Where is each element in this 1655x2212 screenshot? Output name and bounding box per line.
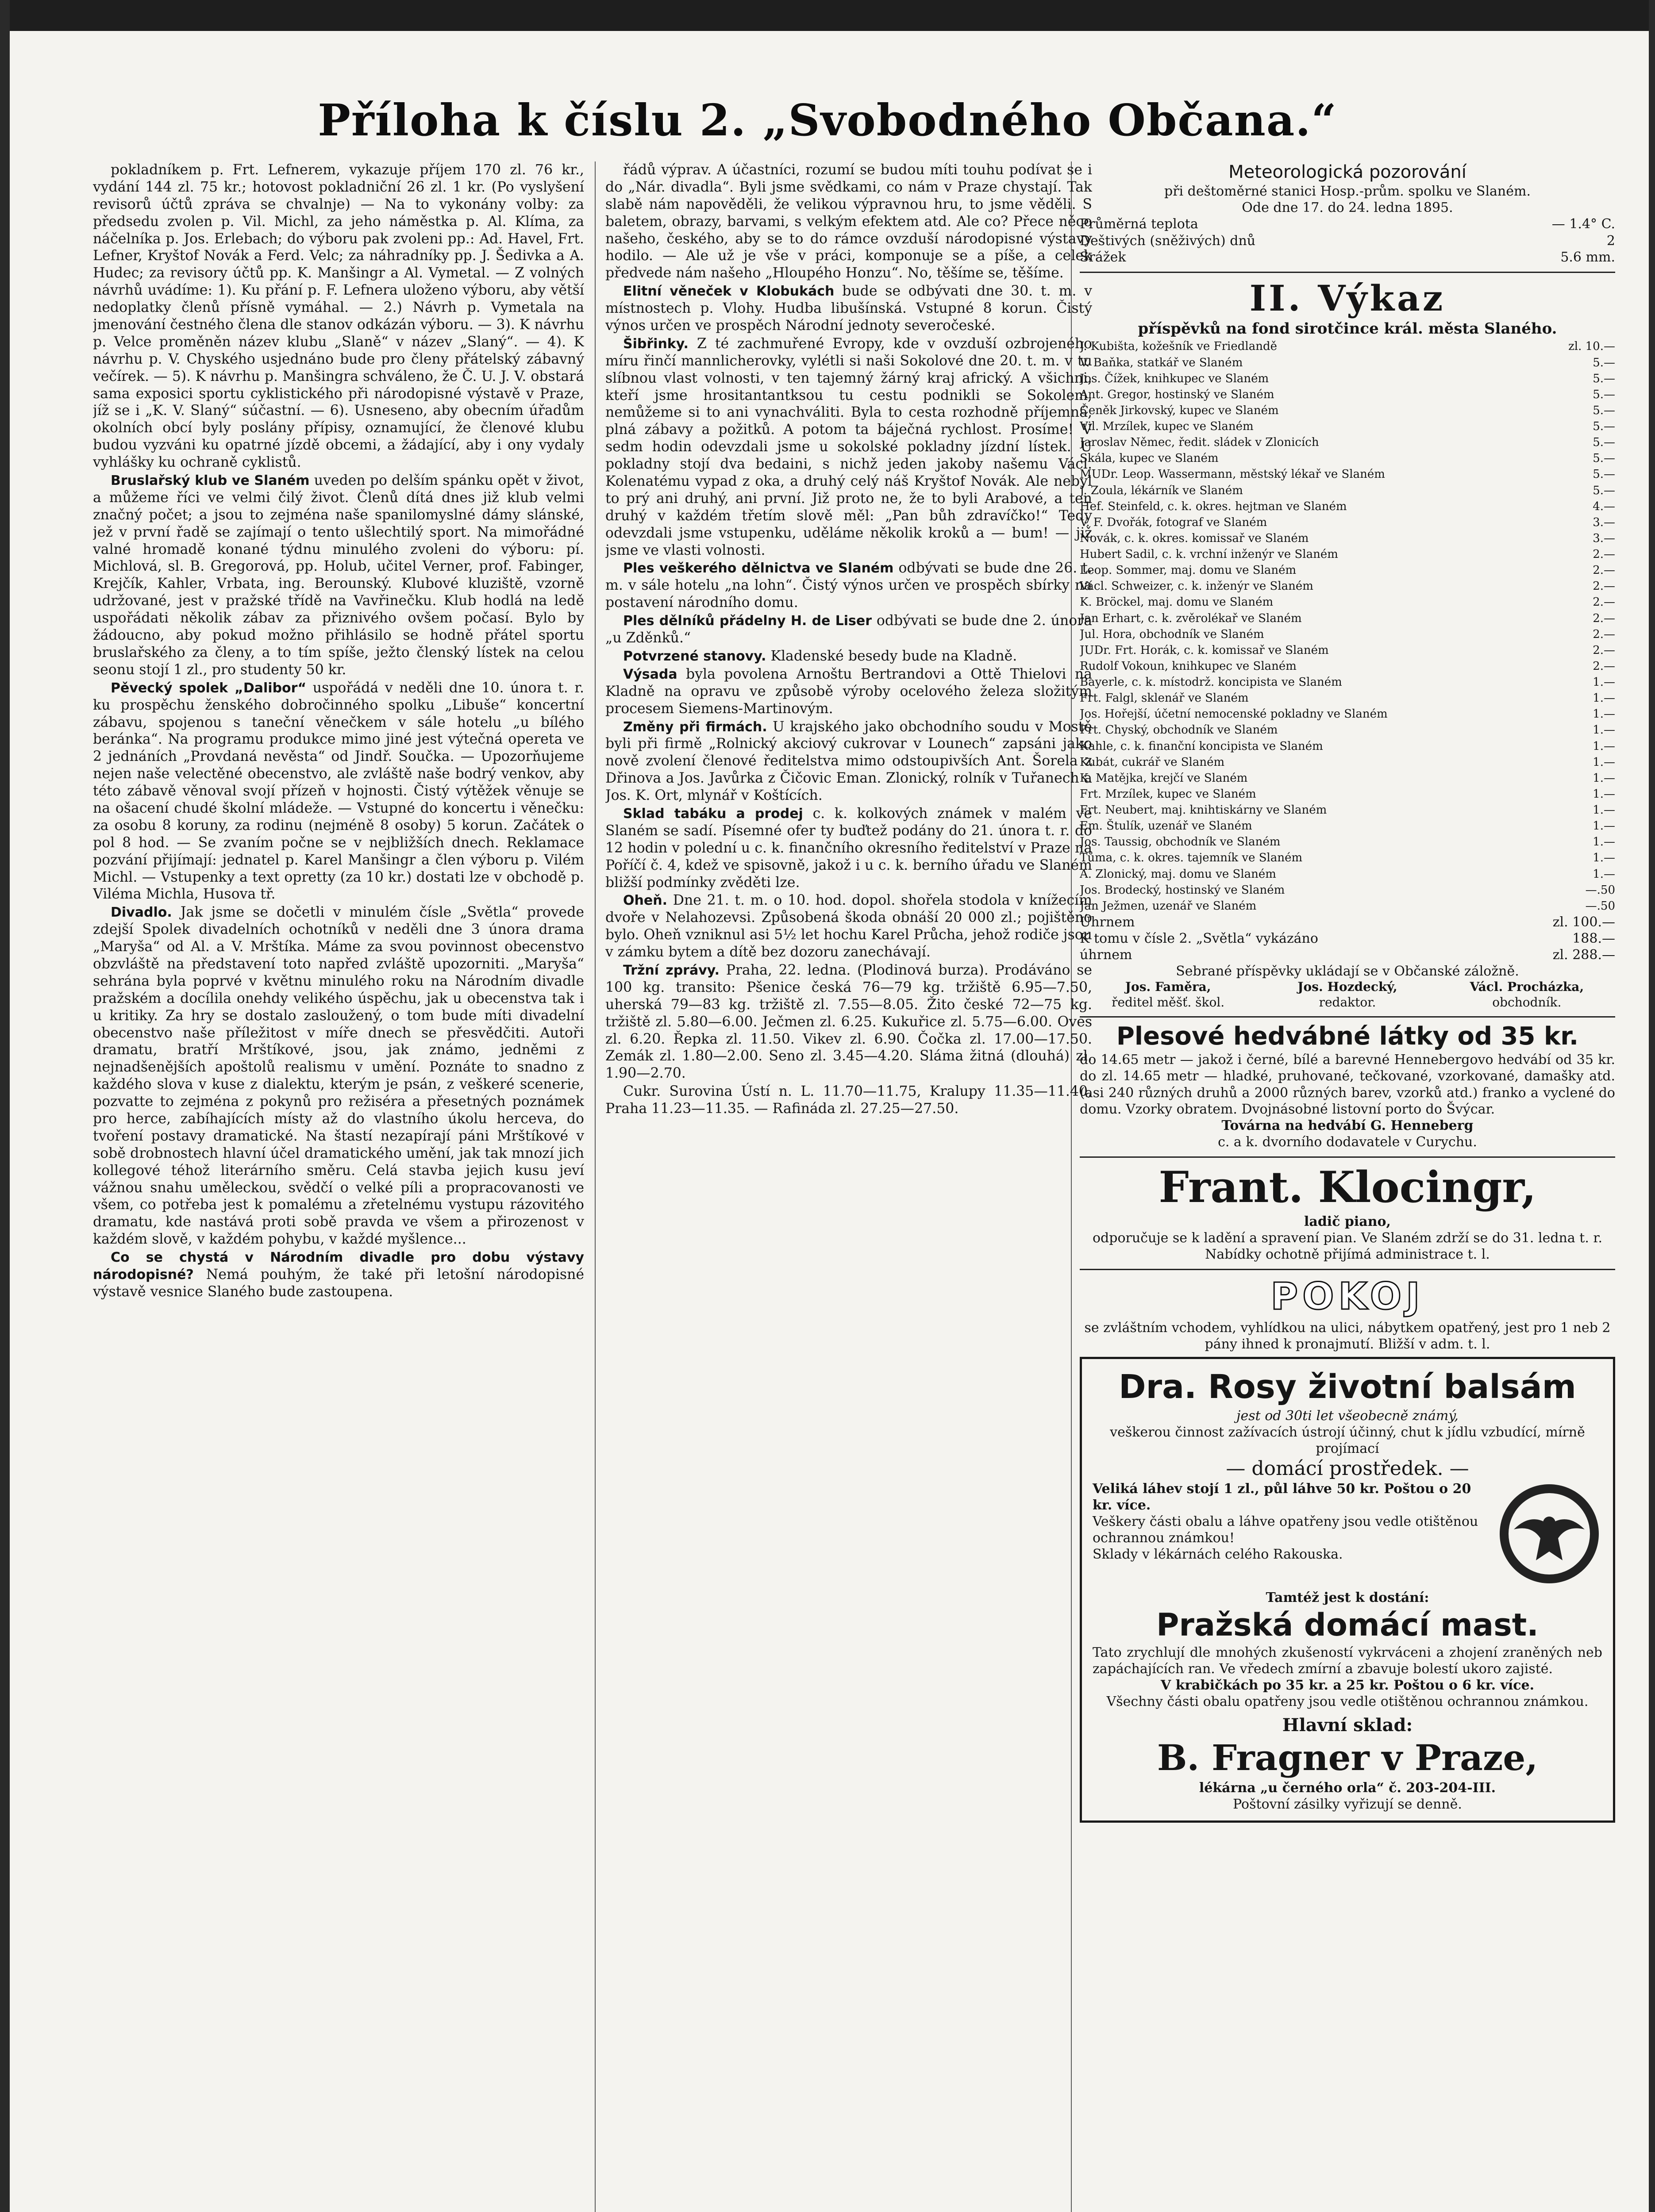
donor-row [1080,419,1615,434]
donor-name: Jos. Brodecký, hostinský ve Slaném [1080,883,1285,897]
paragraph [605,962,1092,1082]
donor-row [1080,611,1615,626]
balsam-remedy: — domácí prostředek. — [1226,1457,1469,1480]
balsam-price: Veliká láhev stojí 1 zl., půl láhve 50 kr. Poštou o 20 kr. více. [1093,1481,1471,1513]
meteo-section [1080,161,1615,265]
paragraph [605,718,1092,804]
donations-carry [1080,930,1615,947]
donor-amount: 1.— [1593,755,1615,769]
donor-name: V. F. Dvořák, fotograf ve Slaném [1080,515,1267,529]
donor-row [1080,371,1615,387]
paragraph [605,805,1092,891]
eagle-logo-icon [1496,1481,1602,1587]
paragraph-heading: Ples veškerého dělnictva ve Slaném [623,561,894,576]
donor-amount: 1.— [1593,676,1615,689]
page-title: Příloha k číslu 2. „Svobodného Občana.“ [318,95,1337,146]
donor-amount: 5.— [1593,403,1615,417]
donor-amount: 2.— [1593,627,1615,641]
paragraph [605,283,1092,334]
paragraph-text: Z té zachmuřené Evropy, kde v ovzduší ozbrojeného míru řinčí mannlicherovky, vylétli si naši Sokolové dne 20. t. m. v tu slíbnou vlast volnosti, v ten tajemný žárný kraj africký. A všichni, kteří jsme hrositantantksou tu cestu podnikli se Sokolem, nemůžeme si to ani vynachváliti. Byla to cesta rozhodně příjemná, plná zábavy a požitků. A potom ta báječná rychlost. Prosíme! V sedm hodin odevzdali jsme u sokolské pokladny jízdní lístek. U pokladny stojí dva bedaini, s nichž jeden jakoby našemu Václ. Kolenatému vypad z oka, a druhý celý náš Kryštof Novák. Ale nebyl to prý ani druhý, ani první. Již proto ne, že to byli Arabové, a ten druhý v každém třetím slově měl: „Pan bůh zdravíčko!“ Tedy odevzdali jsme vstupenku, uděláme několik kroků a — bum! — již jsme ve vlasti volnosti. [605,335,1092,558]
donor-amount: 2.— [1593,548,1615,561]
signature-name: Jos. Faměra, [1125,979,1211,995]
meteo-row [1080,233,1615,249]
donor-name: V. Baňka, statkář ve Slaném [1080,356,1243,369]
donor-name: Bayerle, c. k. místodrž. koncipista ve Slaném [1080,676,1342,689]
donor-amount: 5.— [1593,372,1615,385]
donor-row [1080,818,1615,834]
paragraph-text: odbývati se bude dne 26. t. m. v sále hotelu „na lohn“. Čistý výnos určen ve prospěch sbírky na postavení národního domu. [605,560,1092,611]
article-column-1 [93,161,584,2212]
donor-row [1080,387,1615,403]
donor-amount: 1.— [1593,787,1615,801]
meteo-row [1080,216,1615,232]
pharmacy-name: B. Fragner v Praze, [1157,1737,1538,1779]
donor-row [1080,434,1615,450]
donor-name: Leop. Sommer, maj. domu ve Slaném [1080,564,1297,577]
donor-name: Frt. Neubert, maj. knihtiskárny ve Slaném [1080,803,1327,817]
donor-amount: 5.— [1593,468,1615,481]
donor-amount: 3.— [1593,515,1615,529]
tuner-body: odporučuje se k ladění a spravení pian. Ve Slaném zdrží se do 31. ledna t. r. Nabídky ochotně přijímá administrace t. l. [1093,1230,1602,1263]
donor-name: Václ. Schweizer, c. k. inženýr ve Slaném [1080,580,1313,593]
paragraph [605,1083,1092,1118]
paragraph [93,1249,584,1301]
meteo-value: 2 [1606,233,1615,249]
donor-name: Frt. Mrzílek, kupec ve Slaném [1080,787,1256,801]
donor-name: Jan Ježmen, uzenář ve Slaném [1080,899,1257,913]
paragraph-heading: Oheň. [623,893,667,909]
donor-amount: 2.— [1593,595,1615,609]
donor-name: J. Zoula, lékárník ve Slaném [1080,484,1243,497]
donor-row [1080,450,1615,466]
donor-row [1080,866,1615,882]
balsam-also: Tamtéž jest k dostání: [1266,1590,1429,1606]
silk-ad-factory: Továrna na hedvábí G. Henneberg [1221,1118,1474,1133]
ointment-body: Tato zrychlují dle mnohých zkušeností vykrváceni a zhojení zraněných neb zapáchajících ran. Ve vředech zmírní a zbavuje bolestí ukoro zajisté. [1093,1644,1602,1677]
donor-amount: zl. 10.— [1568,340,1615,353]
paragraph-text: uveden po delším spánku opět v život, a můžeme říci ve velmi čilý život. Členů dítá dnes již klub velmi značný počet; a jsou to zejména naše spanilomyslné dámy slánské, jež v první řadě se zajímají o tento ušlechtilý sport. Na mimořádné valné hromadě konané týdnu minulého zvoleni do výboru: pí. Michlová, sl. B. Gregorová, pp. Holub, učitel Verner, prof. Fabinger, Krejčík, Kahler, Vrbata, ing. Berounský. Klubové kluziště, vzorně udržované, jest v pražské třídě na Vavřinečku. Klub hodlá na ledě uspořádati několik zábav za přiznivého ovšem počasí. Bylo by žádoucno, aby pokud možno přihlásilo se hodně přátel sportu bruslařského za členy, a to tím spíše, ježto členský lístek na celou seonu stojí 1 zl., pro studenty 50 kr. [93,472,584,678]
donor-amount: 4.— [1593,499,1615,513]
paragraph-text: Nemá pouhým, že také při letošní národopisné výstavě vesnice Slaného bude zastoupena. [93,1267,584,1300]
donor-name: J. Kubišta, kožešník ve Friedlandě [1080,340,1277,353]
donor-list [1080,338,1615,914]
paragraph [605,560,1092,611]
donor-row [1080,898,1615,914]
paragraph [93,904,584,1248]
paragraph-heading: Tržní zprávy. [623,962,720,978]
meteo-row [1080,249,1615,265]
paragraph-text: Cukr. Surovina Ústí n. L. 11.70—11.75, Kralupy 11.35—11.40, Praha 11.23—11.35. — Rafináda zl. 27.25—27.50. [605,1083,1092,1117]
donor-amount: 1.— [1593,867,1615,881]
donor-amount: 2.— [1593,564,1615,577]
silk-ad-body: do 14.65 metr — jakož i černé, bílé a barevné Hennebergovo hedvábí od 35 kr. do zl. 14.65 metr — hladké, pruhované, tečkované, vzorkované, damašky atd. (asi 240 různých druhů a 2000 různých barev, vzorků atd.) franko a vyclené do domu. Vzorky obratem. Dvojnásobné listovní porto do Švýcar. [1080,1052,1615,1117]
paragraph [605,892,1092,961]
paragraph-text: Praha, 22. ledna. (Plodinová burza). Prodáváno se 100 kg. transito: Pšenice česká 76—79 kg. tržiště 6.95—7.50, uherská 79—83 kg. tržiště zl. 7.55—8.05. Žito české 72—75 kg. tržiště zl. 5.80—6.00. Ječmen zl. 6.25. Kukuřice zl. 5.75—6.00. Oves zl. 6.20. Řepka zl. 11.50. Vikev zl. 6.90. Čočka zl. 17.00—17.50. Zemák zl. 1.80—2.00. Seno zl. 3.45—4.20. Sláma žitná (dlouhá) zl. 1.90—2.70. [605,962,1092,1082]
pharmacy-address: lékárna „u černého orla“ č. 203-204-III. [1199,1780,1496,1796]
donations-note: Sebrané příspěvky ukládají se v Občanské záložně. [1176,964,1519,979]
total-label: Úhrnem [1080,914,1135,930]
donor-amount: 1.— [1593,835,1615,849]
donor-name: K. Bröckel, maj. domu ve Slaném [1080,595,1274,609]
donor-row [1080,642,1615,658]
signature [1080,979,1256,1010]
article-column-2 [605,161,1092,2212]
paragraph-text: Kladenské besedy bude na Kladně. [770,648,1017,664]
donor-name: Rudolf Vokoun, knihkupec ve Slaném [1080,659,1297,673]
piano-tuner-ad [1080,1156,1615,1263]
paragraph-text: c. k. kolkových známek v malém ve Slaném se sadí. Písemné ofer ty buďtež podány do 21. února t. r. do 12 hodin v polední u c. k. finančního okresního ředitelství v Praze na Poříčí č. 4, kdež ve spisovně, jakož i u c. k. berního úřadu ve Slaném bližší podmínky zvěděti lze. [605,805,1092,891]
paragraph [93,680,584,903]
paragraph-heading: Šibřinky. [623,336,689,352]
donations-section [1080,272,1615,1010]
paragraph [93,472,584,679]
donor-row [1080,562,1615,578]
donor-name: Kubát, cukrář ve Slaném [1080,755,1225,769]
paragraph-text: Dne 21. t. m. o 10. hod. dopol. shořela stodola v knížecím dvoře v Nelahozevsi. Způsobená škoda obnáší 20 000 zl.; pojištěno bylo. Oheň vzniknul asi 5½ let hochu Karel Průcha, jehož rodiče jsou v zámku bytem a dítě bez dozoru zanechávají. [605,892,1092,960]
donor-row [1080,530,1615,546]
donor-amount: 1.— [1593,739,1615,753]
paragraph-heading: Divadlo. [111,905,172,921]
scan-border-left [0,0,10,2212]
grand-value: zl. 288.— [1552,947,1615,963]
total-value: zl. 100.— [1552,914,1615,930]
donor-name: Čeněk Jirkovský, kupec ve Slaném [1080,403,1279,417]
donor-row [1080,483,1615,499]
balsam-stores: Sklady v lékárnách celého Rakouska. [1093,1547,1343,1563]
paragraph-heading: Bruslařský klub ve Slaném [111,473,310,489]
donor-name: Skála, kupec ve Slaném [1080,452,1219,465]
paragraph [605,612,1092,647]
donor-name: Jul. Hora, obchodník ve Slaném [1080,627,1264,641]
room-ad-body: se zvláštním vchodem, vyhlídkou na ulici, nábytkem opatřený, jest pro 1 neb 2 pány ihned k pronajmutí. Bližší v adm. t. l. [1084,1320,1611,1352]
donor-name: Novák, c. k. okres. komissař ve Slaném [1080,531,1309,545]
donations-grand-total [1080,947,1615,963]
scan-border-right [1649,0,1655,2212]
paragraph-text: odbývati se bude dne 2. února „u Zděnků.“ [605,613,1092,646]
silk-ad-supplier: c. a k. dvorního dodavatele v Curychu. [1218,1134,1477,1150]
donor-row [1080,706,1615,722]
donor-row [1080,834,1615,850]
signature-role: obchodník. [1492,995,1562,1010]
donor-name: Hef. Steinfeld, c. k. okres. hejtman ve Slaném [1080,499,1347,513]
tuner-name: Frant. Klocingr, [1158,1162,1536,1212]
meteo-title: Meteorologická pozorování [1228,162,1466,182]
donor-amount: 1.— [1593,723,1615,737]
scan-border-top [0,0,1655,31]
balsam-warning: Veškery části obalu a láhve opatřeny jsou vedle otištěnou ochrannou známkou! [1093,1514,1478,1546]
donor-amount: 1.— [1593,803,1615,817]
paragraph-text: U krajského jako obchodního soudu v Mostě byli při firmě „Rolnický akciový cukrovar v Lounech“ zapsáni jako nově zvolení členové ředitelstva mimo odstoupivších Ant. Šorela z Dřinova a Jos. Javůrka z Čičovic Eman. Zlonický, rolník v Tuřanech a Jos. K. Ort, mlynář v Koštících. [605,718,1092,804]
paragraph-heading: Elitní věneček v Klobukách [623,284,835,300]
paragraph-heading: Potvrzené stanovy. [623,648,766,664]
notices-column [1080,161,1615,2212]
carry-label: K tomu v čísle 2. „Světla“ vykázáno [1080,930,1318,946]
donor-amount: 2.— [1593,643,1615,657]
donor-amount: 1.— [1593,707,1615,721]
donor-amount: 5.— [1593,420,1615,434]
donor-name: Hubert Sadil, c. k. vrchní inženýr ve Slaném [1080,548,1338,561]
donor-amount: 1.— [1593,691,1615,705]
balsam-ad [1080,1357,1615,1823]
donor-row [1080,338,1615,354]
paragraph [93,161,584,471]
paragraph-text: pokladníkem p. Frt. Lefnerem, vykazuje příjem 170 zl. 76 kr., vydání 144 zl. 75 kr.; hotovost pokladniční 26 zl. 1 kr. (Po vyslyšení revisorů účtů zpráva se chvalnje) — Na to vykonány volby: za předsedu zvolen p. Vil. Michl, za jeho náměstka p. Al. Klíma, za náčelníka p. Jos. Erlebach; do výboru pak zvoleni pp.: Ad. Havel, Frt. Lefner, Kryštof Novák a Ferd. Velc; za náhradníky pp. J. Šedivka a A. Hudec; za revisory účtů pp. K. Manšingr a Al. Vymetal. — Z volných návrhů uvádíme: 1). Ku přání p. F. Lefnera uloženo výboru, aby větší nedoplatky členů přísně vymáhal. — 2.) Návrh p. Vymetala na jmenování čestného člena dle stanov odkázán výboru. — 3). K návrhu p. Velce proměněn název klubu „Slaně“ v název „Slaný“. — 4). K návrhu p. V. Chyského usjednáno bude pro členy přátelský zábavný večírek. — 5). K návrhu p. Manšingra schváleno, že Č. U. J. V. obstará sama exposici sportu cyklistického při národopisné výstavě v Praze, jíž se i „K. V. Slaný“ súčastní. — 6). Usneseno, aby obecním úřadům okolních obcí byly poslány přípisy, oznamující, že členové klubu budou vyzváni ku opatrné jízdě obcemi, a žádající, aby i ony vydaly vyhlášky ku ochraně cyklistů. [93,162,584,471]
signature-role: redaktor. [1319,995,1376,1010]
donations-title: II. Výkaz [1249,277,1446,319]
signatures [1080,979,1615,1010]
donor-amount: 1.— [1593,771,1615,785]
pharmacy-post: Poštovní zásilky vyřizují se denně. [1233,1796,1462,1812]
donor-row [1080,466,1615,482]
balsam-subtitle: jest od 30ti let všeobecně známý, [1236,1408,1459,1424]
donations-total [1080,914,1615,930]
balsam-body: veškerou činnost zažívacích ústrojí účinný, chut k jídlu vzbudící, mírně projímací [1110,1424,1585,1456]
donor-name: Jos. Taussig, obchodník ve Slaném [1080,835,1281,849]
room-ad [1080,1269,1615,1352]
paragraph [605,666,1092,718]
meteo-station: při deštoměrné stanici Hosp.-prům. spolku ve Slaném. [1164,184,1531,200]
paragraph-text: řádů výprav. A účastníci, rozumí se budou míti touhu podívat se i do „Nár. divadla“. Byli jsme svědkami, co nám v Praze chystají. Tak slabě nám napověděli, že velikou výpravnou hru, to jsme věděli. S baletem, obrazy, barvami, s velkým efektem atd. Ale co? Přece něco našeho, českého, aby se to do rámce ovzduší národopisné výstavy hodilo. — Ale už je vše v práci, komponuje se a píše, a celek předvede nám našeho „Hloupého Honzu“. No, těšíme se, těšíme. [605,162,1092,281]
donor-name: JUDr. Frt. Horák, c. k. komissař ve Slaném [1080,643,1329,657]
paragraph [605,335,1092,559]
paragraph-text: uspořádá v neděli dne 10. února t. r. ku prospěchu ženského dobročinného spolku „Libuše“ koncertní zábavu, spojenou s taneční věnečkem v sále hotelu „u bílého beránka“. Na programu produkce mimo jiné jest výtečná opereta ve 2 jednáních „Provdaná nevěsta“ od Jindř. Součka. — Upozorňujeme nejen naše velectěné obecenstvo, ale zvláště naše bodrý venkov, aby této zábavě věnoval svojí přízeň v hojnosti. Čistý výtěžek věnuje se na ošacení chudé školní mládeže. — Vstupné do koncertu i věnečku: za osobu 8 koruny, za rodinu (nejméně 8 osoby) 5 korun. Začátek o pol 8 hod. — Se zvaním počne se v nejbližších dnech. Reklamace pozvání přijímají: jednatel p. Karel Manšingr a člen výboru p. Vilém Michl. — Vstupenky a text opretty (za 10 kr.) dostati lze v obchodě p. Viléma Michla, Husova tř. [93,680,584,902]
donor-amount: 1.— [1593,851,1615,865]
donor-amount: 5.— [1593,436,1615,449]
paragraph-heading: Pěvecký spolek „Dalibor“ [111,680,307,696]
donor-amount: —.50 [1585,883,1615,897]
main-store-label: Hlavní sklad: [1282,1714,1413,1736]
donor-amount: —.50 [1585,899,1615,913]
signature-name: Jos. Hozdecký, [1297,979,1397,995]
signature [1439,979,1615,1010]
donor-row [1080,594,1615,610]
donor-row [1080,850,1615,866]
paragraph-text: Jak jsme se dočetli v minulém čísle „Světla“ provede zdejší Spolek divadelních ochotníků v neděli dne 3 února drama „Maryša“ od Al. a V. Mrštíka. Máme za svou povinnost obecenstvo obzvláště na představení toto napřed zvláště upozorniti. „Maryša“ sehrána byla poprvé v květnu minulého roku na Národním divadle pražském a docílila onehdy velikého úspěchu, jak u obecenstva tak i u kritiky. Za hry se dostalo zasloužený, o tom bude míti divadelní obecenstvo naše příležitost v míře dnech se přesvědčiti. Autoři dramatu, bratří Mrštíkové, jsou, jak známo, jedněmi z nejnadšenějších apoštolů realismu v umění. Poznáte to snadno z každého slova v kuse z dialektu, kterým je psán, z veškeré scenerie, pozvatte to zejména z pokynů pro režiséra a přesetných poznámek pro herce, zabíhajících místy až do vlastního úkolu herceva, do tvoření postavy dramatické. Na štastí nezapírají páni Mrštíkové v sobě drobnostech hlavní účel dramatického umění, jak tak mnozí jich kollegové téhož literárního směru. Celá stavba jejich kusu jeví vážnou snahu uměleckou, svědčí o velké píli a propracovanosti ve všem, co potřeba jest k pomalému a zřetelnému vystupu rázovitého dramatu, kde nastává proti sobě pravda ve všem a přirozenost v každém slově, v každém pohybu, v každé myšlence... [93,904,584,1248]
donor-name: Frt. Chyský, obchodník ve Slaném [1080,723,1278,737]
grand-label: úhrnem [1080,947,1132,963]
donor-row [1080,355,1615,371]
ointment-price: V krabičkách po 35 kr. a 25 kr. Poštou o 6 kr. více. [1160,1677,1535,1693]
paragraph-heading: Co se chystá v Národním divadle pro dobu výstavy národopisné? [93,1250,584,1283]
donor-amount: 5.— [1593,356,1615,369]
donor-name: Jaroslav Němec, ředit. sládek v Zlonicích [1080,436,1319,449]
paragraph-text: byla povolena Arnoštu Bertrandovi a Ottě Thielovi na Kladně na opravu ve způsobě výroby ocelového železa složitým procesem Siemens-Martinovým. [605,666,1092,717]
donor-row [1080,722,1615,738]
signature-role: ředitel měšť. škol. [1112,995,1225,1010]
donor-row [1080,786,1615,802]
donor-amount: 5.— [1593,484,1615,497]
paragraph-heading: Výsada [623,666,677,682]
donor-amount: 2.— [1593,611,1615,625]
meteo-value: 5.6 mm. [1560,249,1615,265]
donor-row [1080,578,1615,594]
carry-value: 188.— [1572,930,1615,946]
donor-name: Jos. Čížek, knihkupec ve Slaném [1080,372,1269,385]
paragraph-text: bude se odbývati dne 30. t. m. v místnostech p. Vlohy. Hudba libušínská. Vstupné 8 korun. Čistý výnos určen ve prospěch Národní jednoty severočeské. [605,283,1092,334]
meteo-value: — 1.4° C. [1551,216,1615,232]
donor-name: Ant. Gregor, hostinský ve Slaném [1080,388,1274,401]
meteo-label: Průměrná teplota [1080,216,1198,232]
column-divider [595,161,596,2212]
ointment-warning: Všechny části obalu opatřeny jsou vedle otištěnou ochrannou známkou. [1106,1694,1589,1709]
donor-row [1080,882,1615,898]
paragraph [605,648,1092,665]
donor-row [1080,738,1615,754]
donor-amount: 1.— [1593,819,1615,833]
donor-row [1080,499,1615,515]
room-ad-title: POKOJ [1270,1275,1424,1318]
donor-row [1080,546,1615,562]
signature [1259,979,1436,1010]
donor-row [1080,754,1615,770]
donor-name: Tůma, c. k. okres. tajemník ve Slaném [1080,851,1303,865]
donations-subtitle: příspěvků na fond sirotčince král. města Slaného. [1138,320,1557,338]
donor-row [1080,690,1615,706]
signature-name: Václ. Procházka, [1470,979,1584,995]
donor-name: Jan Erhart, c. k. zvěrolékař ve Slaném [1080,611,1302,625]
donor-row [1080,658,1615,674]
donor-amount: 5.— [1593,388,1615,401]
donor-name: Frt. Falgl, sklenář ve Slaném [1080,691,1249,705]
donor-name: Em. Štulík, uzenář ve Slaném [1080,819,1252,833]
donor-row [1080,403,1615,419]
donor-row [1080,515,1615,530]
paragraph-heading: Změny při firmách. [623,719,767,735]
donor-name: Jos. Hořejší, účetní nemocenské pokladny ve Slaném [1080,707,1388,721]
donor-row [1080,674,1615,690]
donor-amount: 2.— [1593,659,1615,673]
meteo-label: Srážek [1080,249,1126,265]
meteo-period: Ode dne 17. do 24. ledna 1895. [1242,200,1453,216]
paragraph [605,161,1092,282]
donor-row [1080,802,1615,818]
ointment-title: Pražská domácí mast. [1156,1607,1539,1644]
donor-amount: 2.— [1593,580,1615,593]
meteo-label: Deštivých (sněživých) dnů [1080,233,1256,249]
donor-name: Kahle, c. k. finanční koncipista ve Slaném [1080,739,1323,753]
donor-row [1080,626,1615,642]
donor-row [1080,770,1615,786]
donor-name: MUDr. Leop. Wassermann, městský lékař ve Slaném [1080,468,1385,481]
donor-name: Vil. Mrzílek, kupec ve Slaném [1080,420,1254,434]
donor-name: K. Matějka, krejčí ve Slaném [1080,771,1248,785]
silk-ad [1080,1016,1615,1150]
paragraph-heading: Sklad tabáku a prodej [623,806,803,822]
donor-amount: 3.— [1593,531,1615,545]
silk-ad-title: Plesové hedvábné látky od 35 kr. [1116,1022,1579,1051]
tuner-trade: ladič piano, [1304,1214,1391,1230]
donor-amount: 5.— [1593,452,1615,465]
donor-name: A. Zlonický, maj. domu ve Slaném [1080,867,1276,881]
balsam-title: Dra. Rosy životní balsám [1119,1368,1576,1406]
paragraph-heading: Ples dělníků přádelny H. de Liser [623,613,872,629]
